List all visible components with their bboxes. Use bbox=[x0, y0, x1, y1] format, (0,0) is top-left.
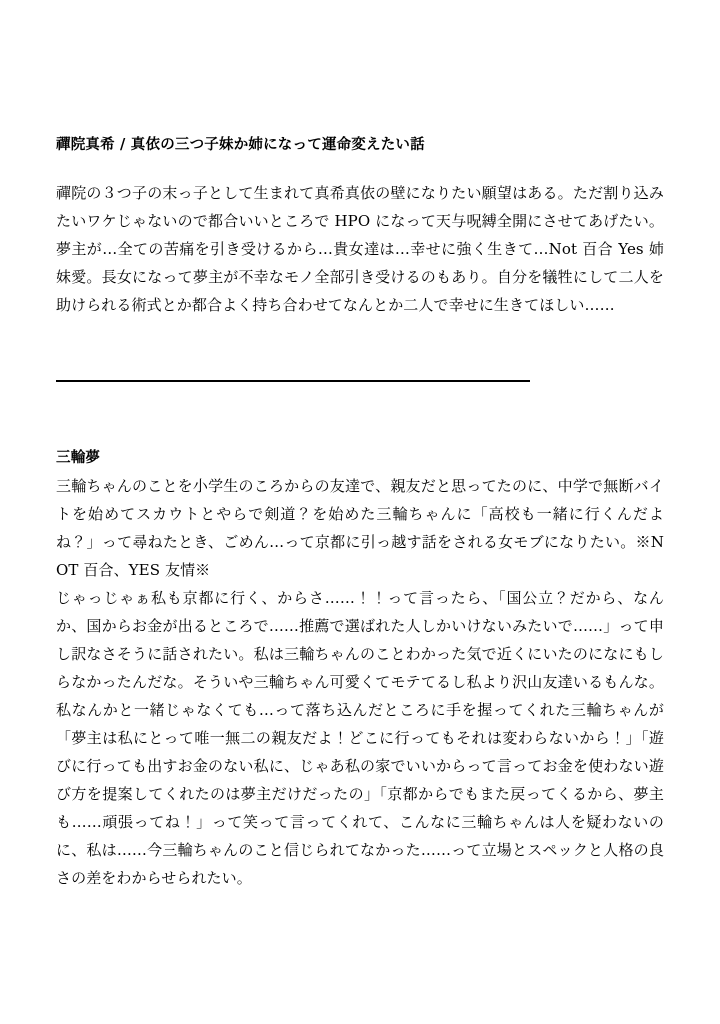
section-paragraph: 三輪ちゃんのことを小学生のころからの友達で、親友だと思ってたのに、中学で無断バイトを始めてスカウトとやらで剣道？を始めた三輪ちゃんに「高校も一緒に行くんだよね？」って尋ねたとき、ごめん…って京都に引っ越す話をされる女モブになりたい。※NOT 百合、YES 友情※ bbox=[56, 477, 664, 579]
section-heading-miwa: 三輪夢 bbox=[56, 449, 101, 466]
section-divider bbox=[56, 380, 530, 382]
document-title: 禪院真希 / 真依の三つ子妹か姉になって運命変えたい話 bbox=[56, 136, 425, 153]
section-body bbox=[56, 472, 664, 892]
intro-paragraph: 禪院の３つ子の末っ子として生まれて真希真依の壁になりたい願望はある。ただ割り込みたいワケじゃないので都合いいところで HPO になって天与呪縛全開にさせてあげたい。夢主が…全ての苦痛を引き受けるから…貴女達は…幸せに強く生きて…Not 百合 Yes 姉妹愛。長女になって夢主が不幸なモノ全部引き受けるのもあり。自分を犠牲にして二人を助けられる術式とか都合よく持ち合わせてなんとか二人で幸せに生きてほしい…… bbox=[56, 184, 664, 314]
section-paragraph: じゃっじゃぁ私も京都に行く、からさ……！！って言ったら、「国公立？だから、なんか、国からお金が出るところで……推薦で選ばれた人しかいけないみたいで……」って申し訳なさそうに話されたい。私は三輪ちゃんのことわかった気で近くにいたのになにもしらなかったんだな。そういや三輪ちゃん可愛くてモテてるし私より沢山友達いるもんな。私なんかと一緒じゃなくても…って落ち込んだところに手を握ってくれた三輪ちゃんが「夢主は私にとって唯一無二の親友だよ！どこに行ってもそれは変わらないから！」「遊びに行っても出すお金のない私に、じゃあ私の家でいいからって言ってお金を使わない遊び方を提案してくれたのは夢主だけだったの」「京都からでもまた戻ってくるから、夢主も……頑張ってね！」って笑って言ってくれて、こんなに三輪ちゃんは人を疑わないのに、私は……今三輪ちゃんのこと信じられてなかった……って立場とスペックと人格の良さの差をわからせられたい。 bbox=[56, 589, 664, 887]
